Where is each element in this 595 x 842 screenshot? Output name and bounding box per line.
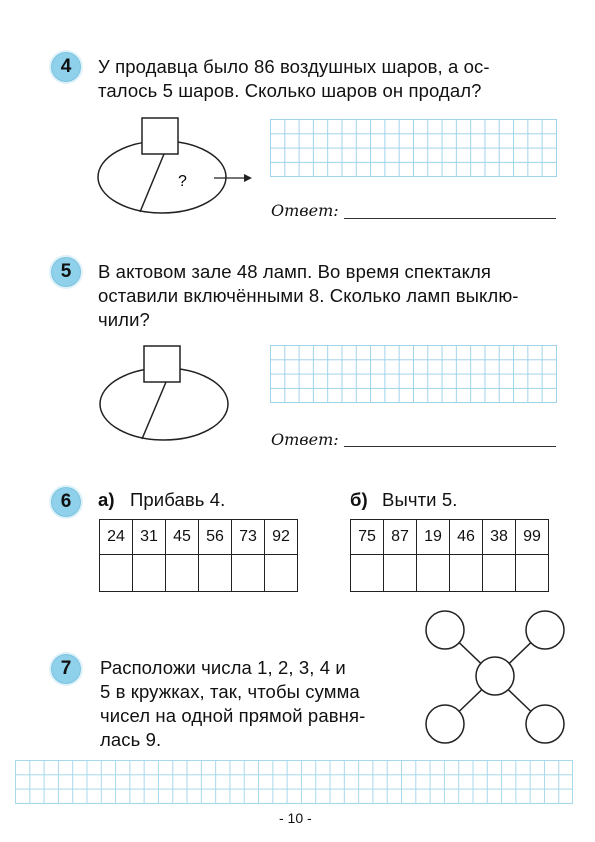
task-4-answer-line[interactable] [344,218,556,219]
task-7-text-line-4: лась 9. [100,729,162,750]
task-6a-number-1: 24 [100,520,133,555]
task-7-circle-top-left [426,611,464,649]
task-6a-answer-cell-6[interactable] [265,555,298,592]
task-6b-letter: б) [350,489,368,510]
task-5-diagram [92,340,242,445]
task-6a-number-6: 92 [265,520,298,555]
task-4-known-box [142,118,178,154]
task-6a-answer-cell-3[interactable] [166,555,199,592]
task-6b-answer-cell-6[interactable] [516,555,549,592]
task-5-known-box [144,346,180,382]
task-6a-number-3: 45 [166,520,199,555]
task-6b-number-6: 99 [516,520,549,555]
task-4-arrow-head [244,174,252,182]
task-5-answer-line[interactable] [344,446,556,447]
task-6a-letter: а) [98,489,115,510]
task-7-circle-bottom-left [426,705,464,743]
task-4-divider-line [140,154,164,212]
task-7-number-badge: 7 [49,652,83,686]
task-7-text-line-1: Расположи числа 1, 2, 3, 4 и [100,657,346,678]
task-6b-number-1: 75 [351,520,384,555]
task-5-answer-label: Ответ: [271,430,339,449]
task-4-number-badge: 4 [49,50,83,84]
task-4-text-line-2: талось 5 шаров. Сколько шаров он продал? [98,80,482,101]
task-4-diagram [92,112,262,217]
task-7-circle-center [476,657,514,695]
task-4-answer-label: Ответ: [271,201,339,220]
task-7-text-line-2: 5 в кружках, так, чтобы сумма [100,681,360,702]
task-6a-answer-cell-1[interactable] [100,555,133,592]
task-7-circle-diagram [420,606,570,750]
task-6a-instruction: Прибавь 4. [130,489,226,510]
task-6b-number-3: 19 [417,520,450,555]
task-6b-table [350,519,549,592]
task-7-circle-bottom-right [526,705,564,743]
task-6a-number-2: 31 [133,520,166,555]
task-5-text-line-2: оставили включёнными 8. Сколько ламп выклю- [98,285,519,306]
task-4-question-mark: ? [178,173,187,190]
task-6b-answer-cell-3[interactable] [417,555,450,592]
task-6a-number-4: 56 [199,520,232,555]
task-6b-answer-cell-4[interactable] [450,555,483,592]
task-6b-answer-cell-2[interactable] [384,555,417,592]
task-6a-answer-cell-5[interactable] [232,555,265,592]
task-6a-answer-cell-4[interactable] [199,555,232,592]
task-5-number-badge: 5 [49,255,83,289]
task-5-divider-line [142,382,166,439]
page-number: - 10 - [279,810,312,826]
task-6b-instruction: Вычти 5. [382,489,458,510]
bottom-work-grid[interactable] [15,760,573,804]
task-4-work-grid[interactable] [270,119,557,177]
task-6a-answer-cell-2[interactable] [133,555,166,592]
task-6a-table [99,519,298,592]
task-5-text-line-1: В актовом зале 48 ламп. Во время спектакля [98,261,491,282]
task-6b-number-5: 38 [483,520,516,555]
task-5-text-line-3: чили? [98,309,150,330]
task-6b-number-2: 87 [384,520,417,555]
task-6b-answer-cell-1[interactable] [351,555,384,592]
task-4-text-line-1: У продавца было 86 воздушных шаров, а ос- [98,56,490,77]
task-6b-number-4: 46 [450,520,483,555]
task-7-circle-top-right [526,611,564,649]
task-6-number-badge: 6 [49,485,83,519]
task-6a-number-5: 73 [232,520,265,555]
task-6b-answer-cell-5[interactable] [483,555,516,592]
task-7-text-line-3: чисел на одной прямой равня- [100,705,366,726]
task-5-work-grid[interactable] [270,345,557,403]
